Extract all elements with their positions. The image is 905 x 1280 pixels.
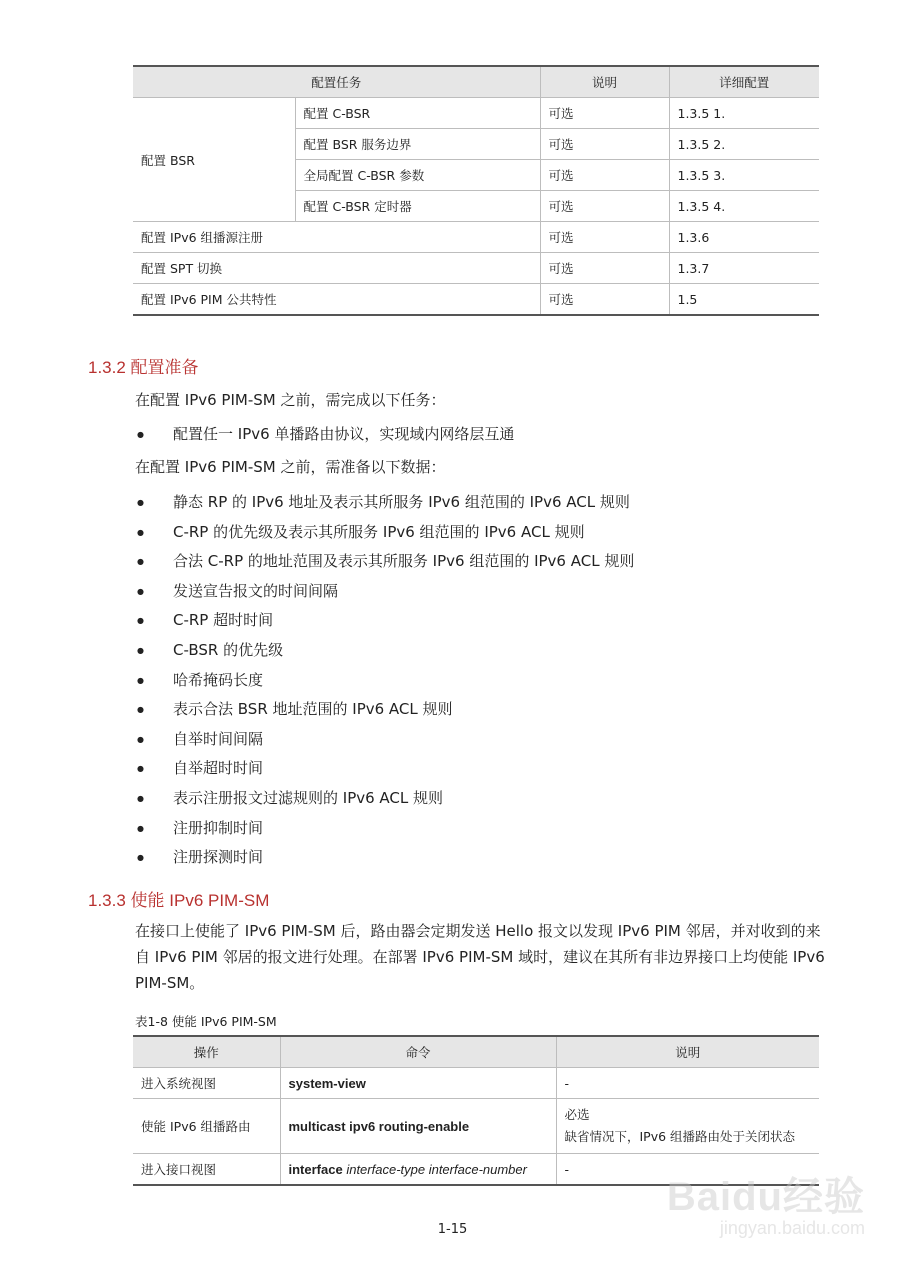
list-item: ● 静态 RP 的 IPv6 地址及表示其所服务 IPv6 组范围的 IPv6 ACL 规则 <box>135 488 634 518</box>
table-row <box>133 98 819 129</box>
note-line: 必选 <box>564 1107 590 1122</box>
ref-cell: 1.5 <box>669 284 819 316</box>
note-cell: 可选 <box>540 98 669 129</box>
list-item: ● 自举时间间隔 <box>135 725 634 755</box>
ref-cell: 1.3.5 1. <box>669 98 819 129</box>
command-cell: multicast ipv6 routing-enable <box>280 1099 556 1154</box>
list-item: ● 自举超时时间 <box>135 754 634 784</box>
list-item: ● 注册探测时间 <box>135 843 634 873</box>
watermark-logo: Baidu经验 <box>666 1175 865 1219</box>
list-item: ● C-RP 的优先级及表示其所服务 IPv6 组范围的 IPv6 ACL 规则 <box>135 518 634 548</box>
table-row <box>133 1068 819 1099</box>
table-row <box>133 222 819 253</box>
ref-cell: 1.3.5 3. <box>669 160 819 191</box>
list-item: ● 合法 C-RP 的地址范围及表示其所服务 IPv6 组范围的 IPv6 ACL 规则 <box>135 547 634 577</box>
section-heading-133: 1.3.3 使能 IPv6 PIM-SM <box>88 891 270 910</box>
command-argument: interface-type interface-number <box>346 1161 527 1177</box>
note-cell: - <box>556 1154 819 1186</box>
command-keyword: interface <box>288 1161 343 1177</box>
baidu-watermark <box>645 1150 865 1260</box>
list-item: ● 哈希掩码长度 <box>135 666 634 696</box>
note-cell: 可选 <box>540 160 669 191</box>
note-cell: 可选 <box>540 284 669 316</box>
list-item: ● 表示注册报文过滤规则的 IPv6 ACL 规则 <box>135 784 634 814</box>
task-cell: 配置 IPv6 组播源注册 <box>133 222 540 253</box>
header-config-task: 配置任务 <box>133 66 540 98</box>
note-cell: 可选 <box>540 191 669 222</box>
bsr-group-cell: 配置 BSR <box>133 98 295 222</box>
ref-cell: 1.3.7 <box>669 253 819 284</box>
ref-cell: 1.3.5 4. <box>669 191 819 222</box>
task-cell: 配置 IPv6 PIM 公共特性 <box>133 284 540 316</box>
table-row <box>133 284 819 316</box>
watermark-url: jingyan.baidu.com <box>719 1218 865 1238</box>
list-item: ● 配置任一 IPv6 单播路由协议，实现域内网络层互通 <box>135 420 514 450</box>
section-heading-132: 1.3.2 配置准备 <box>88 358 199 377</box>
list-item: ● 表示合法 BSR 地址范围的 IPv6 ACL 规则 <box>135 695 634 725</box>
note-cell: 可选 <box>540 222 669 253</box>
intro-prerequisites: 在配置 IPv6 PIM-SM 之前，需完成以下任务： <box>135 391 446 409</box>
task-cell: 配置 SPT 切换 <box>133 253 540 284</box>
ref-cell: 1.3.6 <box>669 222 819 253</box>
ref-cell: 1.3.5 2. <box>669 129 819 160</box>
header-operation: 操作 <box>133 1036 280 1068</box>
note-cell: - <box>556 1068 819 1099</box>
enable-paragraph: 在接口上使能了 IPv6 PIM-SM 后，路由器会定期发送 Hello 报文以发现 IPv6 PIM 邻居，并对收到的来自 IPv6 PIM 邻居的报文进行处理。在部署 IPv6 PIM-SM 域时，建议在其所有非边界接口上均使能 IPv6 PIM-SM。 <box>135 922 825 992</box>
command-cell <box>280 1154 556 1186</box>
table-header-row <box>133 66 819 98</box>
list-item: ● 注册抑制时间 <box>135 814 634 844</box>
table-row <box>133 1099 819 1154</box>
operation-cell: 进入系统视图 <box>133 1068 280 1099</box>
data-list <box>135 488 634 873</box>
config-task-table <box>133 65 819 316</box>
header-description: 说明 <box>556 1036 819 1068</box>
list-item: ● C-RP 超时时间 <box>135 606 634 636</box>
header-description: 说明 <box>540 66 669 98</box>
command-cell: system-view <box>280 1068 556 1099</box>
table-row <box>133 253 819 284</box>
note-cell: 可选 <box>540 253 669 284</box>
operation-cell: 进入接口视图 <box>133 1154 280 1186</box>
table-header-row <box>133 1036 819 1068</box>
header-command: 命令 <box>280 1036 556 1068</box>
prerequisite-list <box>135 420 514 450</box>
intro-data: 在配置 IPv6 PIM-SM 之前，需准备以下数据： <box>135 458 446 476</box>
operation-cell: 使能 IPv6 组播路由 <box>133 1099 280 1154</box>
task-cell: 配置 C-BSR <box>295 98 540 129</box>
task-cell: 配置 BSR 服务边界 <box>295 129 540 160</box>
task-cell: 全局配置 C-BSR 参数 <box>295 160 540 191</box>
note-cell <box>556 1099 819 1154</box>
header-detail: 详细配置 <box>669 66 819 98</box>
table-caption: 表1-8 使能 IPv6 PIM-SM <box>135 1014 277 1029</box>
page-number: 1-15 <box>437 1222 468 1237</box>
list-item: ● C-BSR 的优先级 <box>135 636 634 666</box>
note-cell: 可选 <box>540 129 669 160</box>
list-item: ● 发送宣告报文的时间间隔 <box>135 577 634 607</box>
task-cell: 配置 C-BSR 定时器 <box>295 191 540 222</box>
note-line: 缺省情况下，IPv6 组播路由处于关闭状态 <box>564 1129 796 1144</box>
